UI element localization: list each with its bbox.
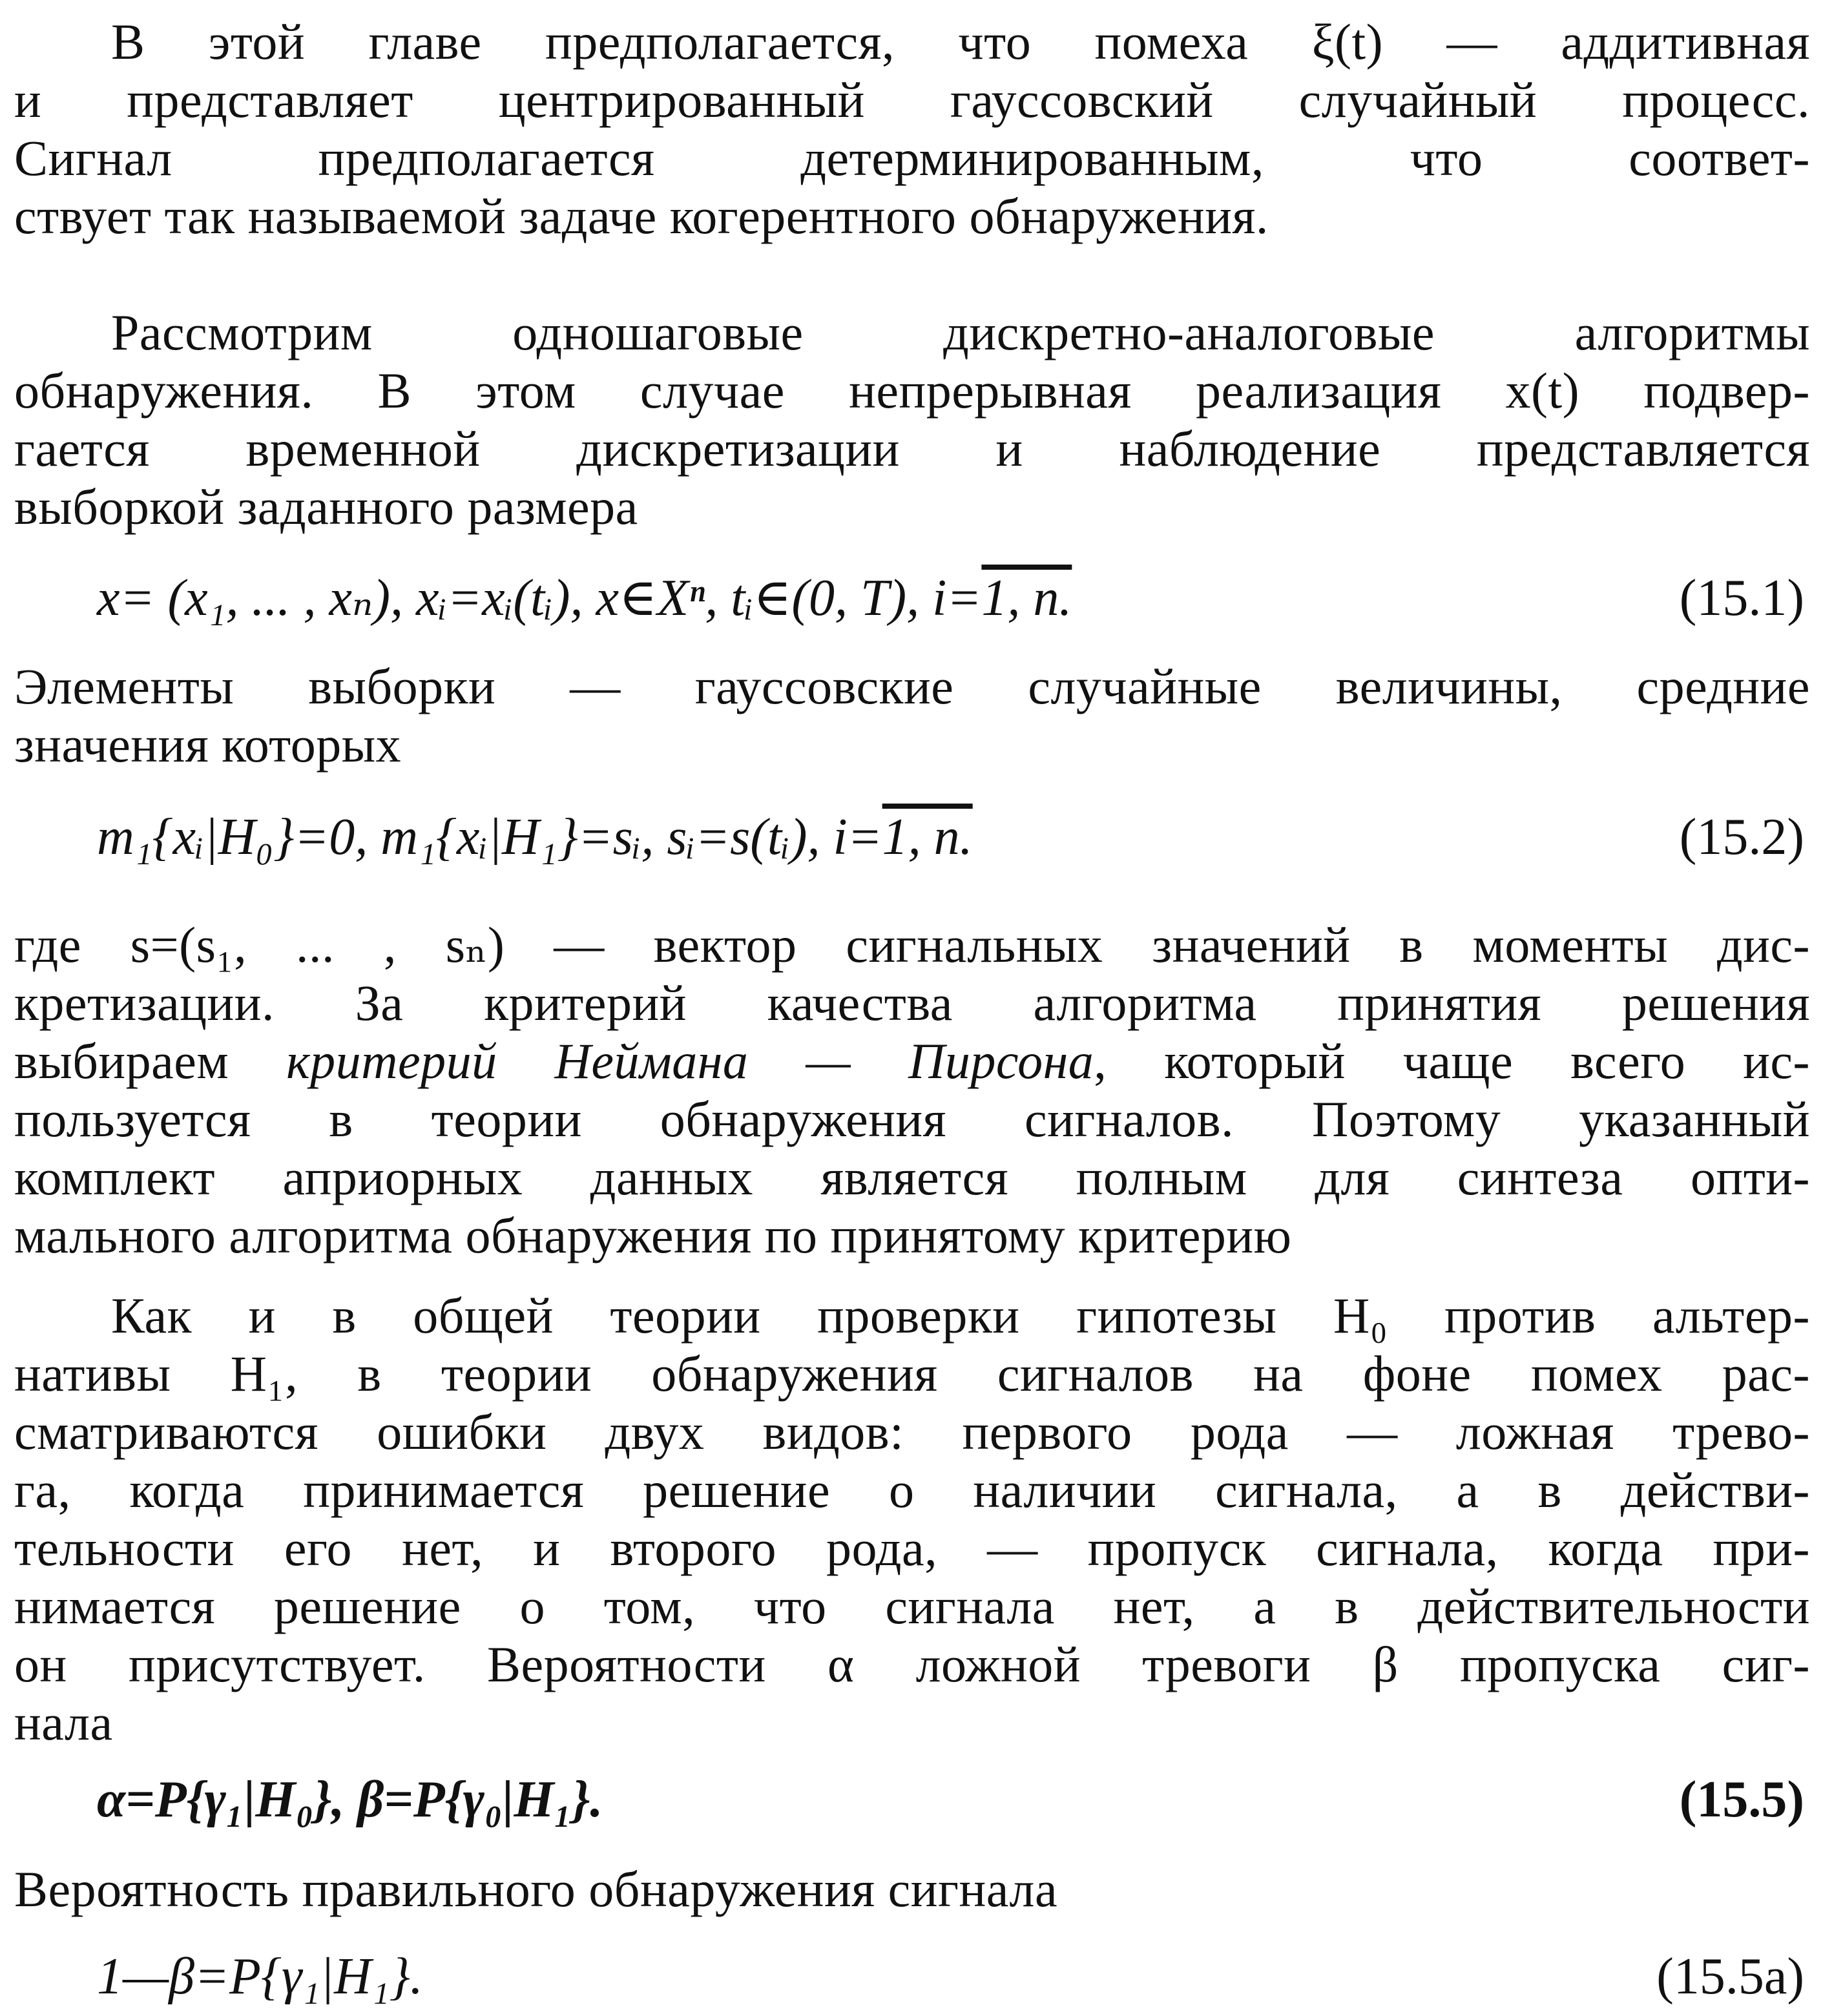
text-line: сматриваются ошибки двух видов: первого рода — ложная трево- xyxy=(14,1404,1810,1460)
text-line: мального алгоритма обнаружения по принятому критерию xyxy=(14,1207,1292,1263)
text-line xyxy=(14,1032,1810,1090)
text-line: и представляет центрированный гауссовский случайный процесс. xyxy=(14,72,1810,128)
text-line: значения которых xyxy=(14,716,402,773)
equation-15-2 xyxy=(97,806,1804,868)
text-line: ствует так называемой задаче когерентного обнаружения. xyxy=(14,188,1269,244)
text-line: Сигнал предполагается детерминированным, что соответ- xyxy=(14,130,1810,186)
text-line: Рассмотрим одношаговые дискретно-аналоговые алгоритмы xyxy=(111,304,1810,360)
paragraph-detection-probability xyxy=(14,1860,1810,1918)
text-line: где s=(s₁, ... , sₙ) — вектор сигнальных значений в моменты дис- xyxy=(14,917,1810,973)
paragraph-criterion xyxy=(14,916,1810,1265)
text-line: нала xyxy=(14,1694,113,1751)
equation-text: m₁{xᵢ|H₀}=0, m₁{xᵢ|H₁}=sᵢ, sᵢ=s(tᵢ), i= xyxy=(97,809,882,866)
text-line: пользуется в теории обнаружения сигналов. Поэтому указанный xyxy=(14,1091,1810,1147)
equation-text: 1—β=P{γ₁|H₁}. xyxy=(97,1948,423,2005)
equation-range: 1, n. xyxy=(981,570,1072,627)
equation-text: α=P{γ₁|H₀}, β=P{γ₀|H₁}. xyxy=(97,1771,603,1828)
text-line: комплект априорных данных является полным для синтеза опти- xyxy=(14,1149,1810,1205)
text-line: гается временной дискретизации и наблюдение представляется xyxy=(14,421,1810,477)
text-line: обнаружения. В этом случае непрерывная реализация x(t) подвер- xyxy=(14,362,1810,419)
equation-15-5a xyxy=(97,1946,1804,2008)
equation-15-1 xyxy=(97,567,1804,629)
text-fragment: выбираем xyxy=(14,1033,287,1089)
equation-text: x= (x₁, ... , xₙ), xᵢ=xᵢ(tᵢ), x∈Xⁿ, tᵢ∈(0, T), i= xyxy=(97,570,982,627)
equation-range: 1, n. xyxy=(882,809,973,866)
text-line: га, когда принимается решение о наличии сигнала, а в действи- xyxy=(14,1462,1810,1518)
equation-15-5 xyxy=(97,1769,1804,1831)
text-line: кретизации. За критерий качества алгоритма принятия решения xyxy=(14,975,1810,1031)
paragraph-sample-elements xyxy=(14,658,1810,774)
text-line: Как и в общей теории проверки гипотезы H₀ против альтер- xyxy=(111,1287,1810,1344)
text-line: Вероятность правильного обнаружения сигнала xyxy=(14,1861,1058,1917)
text-line: выборкой заданного размера xyxy=(14,479,638,535)
equation-number: (15.2) xyxy=(1679,809,1804,866)
text-line: тельности его нет, и второго рода, — пропуск сигнала, когда при- xyxy=(14,1520,1810,1576)
paragraph-error-types xyxy=(14,1287,1810,1752)
equation-number: (15.5а) xyxy=(1656,1948,1804,2005)
text-line: нимается решение о том, что сигнала нет, а в действительности xyxy=(14,1578,1810,1634)
text-line: он присутствует. Вероятности α ложной тревоги β пропуска сиг- xyxy=(14,1636,1810,1692)
text-line: Элементы выборки — гауссовские случайные величины, средние xyxy=(14,658,1810,714)
paragraph-discrete-algorithms xyxy=(14,304,1810,536)
paragraph-intro xyxy=(14,13,1810,245)
equation-number: (15.1) xyxy=(1679,570,1804,627)
text-line: нативы H₁, в теории обнаружения сигналов на фоне помех рас- xyxy=(14,1346,1810,1402)
italic-term: критерий Неймана — Пирсона xyxy=(286,1033,1094,1089)
text-fragment: , который чаще всего ис- xyxy=(1094,1033,1810,1089)
text-line: В этой главе предполагается, что помеха ξ(t) — аддитивная xyxy=(111,14,1810,70)
equation-number: (15.5) xyxy=(1679,1771,1804,1828)
